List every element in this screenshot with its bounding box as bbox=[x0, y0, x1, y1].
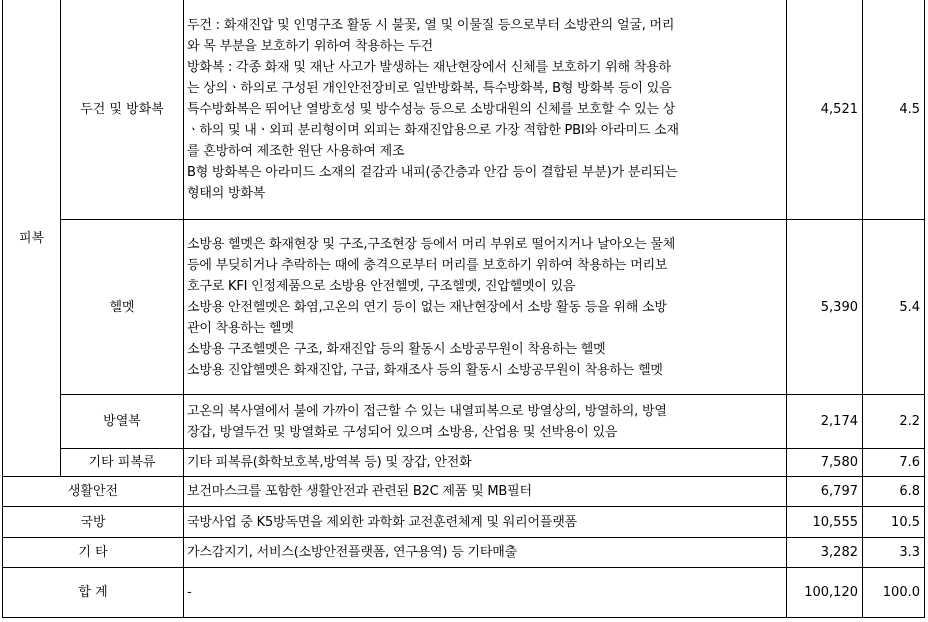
total-ratio-cell: 100.0 bbox=[863, 568, 925, 618]
category-cell: 두건 및 방화복 bbox=[61, 0, 184, 220]
description-cell bbox=[184, 568, 787, 618]
description-line: - bbox=[187, 585, 192, 600]
description-line: 고온의 복사열에서 불에 가까이 접근할 수 있는 내열피복으로 방열상의, 방열하의, 방열 bbox=[187, 403, 667, 419]
total-amount-cell: 100,120 bbox=[787, 568, 863, 618]
description-line: 와 목 부분을 보호하기 위하여 착용하는 두건 bbox=[187, 39, 434, 54]
description-line: ㆍ하의 및 내ㆍ외피 분리형이며 외피는 화재진압용으로 가장 적합한 PBI와 아라미드 소재 bbox=[187, 123, 679, 138]
ratio-cell: 6.8 bbox=[863, 477, 925, 507]
description-line: 소방용 안전헬멧은 화염,고온의 연기 등이 없는 재난현장에서 소방 활동 등을 위해 소방 bbox=[187, 299, 667, 315]
total-label-cell: 합 계 bbox=[3, 568, 184, 618]
description-line: 장갑, 방열두건 및 방열화로 구성되어 있으며 소방용, 산업용 및 선박용이 있음 bbox=[187, 424, 618, 440]
description-line: 소방용 진압헬멧은 화재진압, 구급, 화재조사 등의 활동시 소방공무원이 착용하는 헬멧 bbox=[187, 362, 663, 378]
description-cell bbox=[184, 477, 787, 507]
category-cell: 기타 피복류 bbox=[61, 449, 184, 477]
description-line: 국방사업 중 K5방독면을 제외한 과학화 교전훈련체계 및 워리어플랫폼 bbox=[187, 514, 577, 530]
category-cell: 생활안전 bbox=[3, 477, 184, 507]
description-line: 기타 피복류(화학보호복,방역복 등) 및 장갑, 안전화 bbox=[187, 455, 472, 470]
ratio-cell: 10.5 bbox=[863, 507, 925, 538]
description-cell bbox=[184, 507, 787, 538]
group-cell-clothing: 피복 bbox=[3, 0, 61, 477]
ratio-cell: 3.3 bbox=[863, 538, 925, 568]
description-line: 형태의 방화복 bbox=[187, 186, 266, 201]
amount-cell: 5,390 bbox=[787, 220, 863, 395]
description-line: 관이 착용하는 헬멧 bbox=[187, 320, 294, 336]
category-cell: 국방 bbox=[3, 507, 184, 538]
description-cell bbox=[184, 220, 787, 395]
amount-cell: 3,282 bbox=[787, 538, 863, 568]
table-row bbox=[3, 395, 925, 449]
table-row bbox=[3, 477, 925, 507]
revenue-breakdown-table bbox=[2, 0, 925, 618]
description-line: 보건마스크를 포함한 생활안전과 관련된 B2C 제품 및 MB필터 bbox=[187, 484, 532, 499]
description-line: 호구로 KFI 인정제품으로 소방용 안전헬멧, 구조헬멧, 진압헬멧이 있음 bbox=[187, 278, 576, 294]
description-line: 소방용 헬멧은 화재현장 및 구조,구조현장 등에서 머리 부위로 떨어지거나 날아오는 물체 bbox=[187, 236, 676, 252]
category-cell: 기 타 bbox=[3, 538, 184, 568]
description-cell bbox=[184, 395, 787, 449]
amount-cell: 4,521 bbox=[787, 0, 863, 220]
description-line: B형 방화복은 아라미드 소재의 겉감과 내피(중간층과 안감 등이 결합된 부분)가 분리되는 bbox=[187, 165, 678, 180]
table-row-total bbox=[3, 568, 925, 618]
description-line: 두건 : 화재진압 및 인명구조 활동 시 불꽃, 열 및 이물질 등으로부터 소방관의 얼굴, 머리 bbox=[187, 18, 675, 33]
description-line: 소방용 구조헬멧은 구조, 화재진압 등의 활동시 소방공무원이 착용하는 헬멧 bbox=[187, 341, 606, 357]
table-row bbox=[3, 538, 925, 568]
ratio-cell: 2.2 bbox=[863, 395, 925, 449]
description-line: 방화복 : 각종 화재 및 재난 사고가 발생하는 재난현장에서 신체를 보호하기 위해 착용하 bbox=[187, 60, 671, 75]
amount-cell: 10,555 bbox=[787, 507, 863, 538]
description-line: 등에 부딪히거나 추락하는 때에 충격으로부터 머리를 보호하기 위하여 착용하는 머리보 bbox=[187, 257, 668, 273]
description-cell bbox=[184, 449, 787, 477]
amount-cell: 6,797 bbox=[787, 477, 863, 507]
table-row bbox=[3, 0, 925, 220]
category-cell: 헬멧 bbox=[61, 220, 184, 395]
description-line: 특수방화복은 뛰어난 열방호성 및 방수성능 등으로 소방대원의 신체를 보호할 수 있는 상 bbox=[187, 102, 676, 117]
ratio-cell: 5.4 bbox=[863, 220, 925, 395]
description-cell bbox=[184, 0, 787, 220]
table-row bbox=[3, 507, 925, 538]
ratio-cell: 7.6 bbox=[863, 449, 925, 477]
amount-cell: 7,580 bbox=[787, 449, 863, 477]
description-line: 는 상의ㆍ하의로 구성된 개인안전장비로 일반방화복, 특수방화복, B형 방화복 등이 있음 bbox=[187, 81, 672, 96]
table-row bbox=[3, 220, 925, 395]
description-cell bbox=[184, 538, 787, 568]
table-row bbox=[3, 449, 925, 477]
description-line: 가스감지기, 서비스(소방안전플랫폼, 연구용역) 등 기타매출 bbox=[187, 545, 517, 560]
description-line: 를 혼방하여 제조한 원단 사용하여 제조 bbox=[187, 144, 405, 159]
amount-cell: 2,174 bbox=[787, 395, 863, 449]
ratio-cell: 4.5 bbox=[863, 0, 925, 220]
category-cell: 방열복 bbox=[61, 395, 184, 449]
